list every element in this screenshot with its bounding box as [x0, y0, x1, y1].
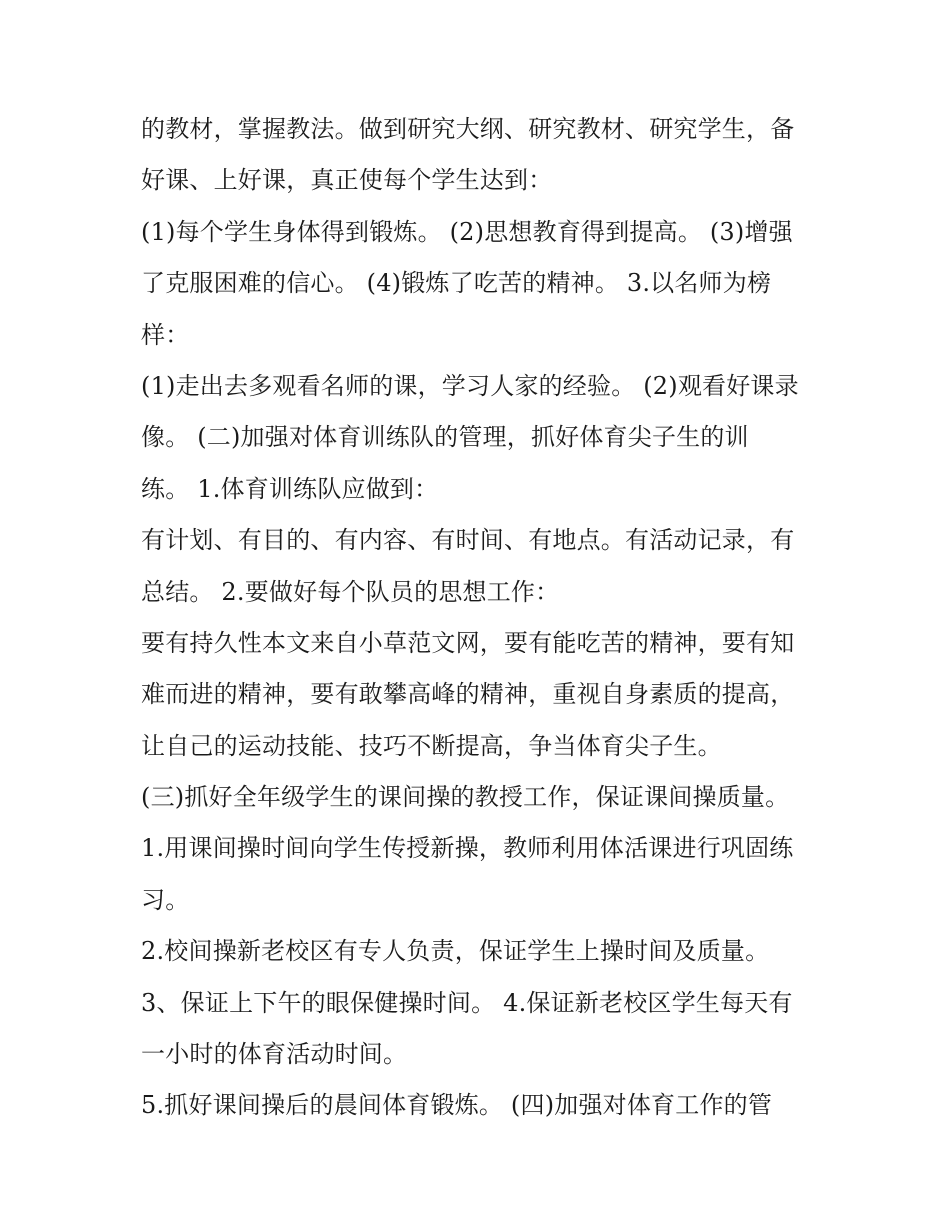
- text-line: 的教材，掌握教法。做到研究大纲、研究教材、研究学生，备: [141, 115, 795, 143]
- text-line: 样：: [141, 320, 190, 349]
- text-line: 习。: [141, 885, 190, 914]
- text-line: 像。 (二)加强对体育训练队的管理，抓好体育尖子生的训: [141, 423, 749, 452]
- text-line: 好课、上好课，真正使每个学生达到：: [141, 166, 553, 195]
- text-line: (三)抓好全年级学生的课间操的教授工作，保证课间操质量。: [141, 783, 790, 812]
- text-line: 了克服困难的信心。 (4)锻炼了吃苦的精神。 3.以名师为榜: [141, 269, 772, 298]
- text-line: 练。 1.体育训练队应做到：: [141, 474, 439, 503]
- text-line: 一小时的体育活动时间。: [141, 1040, 408, 1069]
- text-line: 让自己的运动技能、技巧不断提高，争当体育尖子生。: [141, 731, 722, 760]
- text-line: (1)每个学生身体得到锻炼。 (2)思想教育得到提高。 (3)增强: [141, 217, 793, 246]
- text-line: 5.抓好课间操后的晨间体育锻炼。 (四)加强对体育工作的管: [141, 1091, 773, 1120]
- text-line: 2.校间操新老校区有专人负责，保证学生上操时间及质量。: [141, 937, 770, 966]
- text-line: 难而进的精神，要有敢攀高峰的精神，重视自身素质的提高，: [141, 680, 795, 709]
- document-body: [141, 104, 821, 1132]
- text-line: 有计划、有目的、有内容、有时间、有地点。有活动记录，有: [141, 526, 795, 555]
- text-line: 要有持久性本文来自小草范文网，要有能吃苦的精神，要有知: [141, 628, 795, 657]
- text-line: 总结。 2.要做好每个队员的思想工作：: [141, 577, 560, 606]
- text-line: (1)走出去多观看名师的课，学习人家的经验。 (2)观看好课录: [141, 371, 799, 400]
- text-line: 1.用课间操时间向学生传授新操，教师利用体活课进行巩固练: [141, 834, 794, 863]
- text-line: 3、保证上下午的眼保健操时间。 4.保证新老校区学生每天有: [141, 988, 793, 1017]
